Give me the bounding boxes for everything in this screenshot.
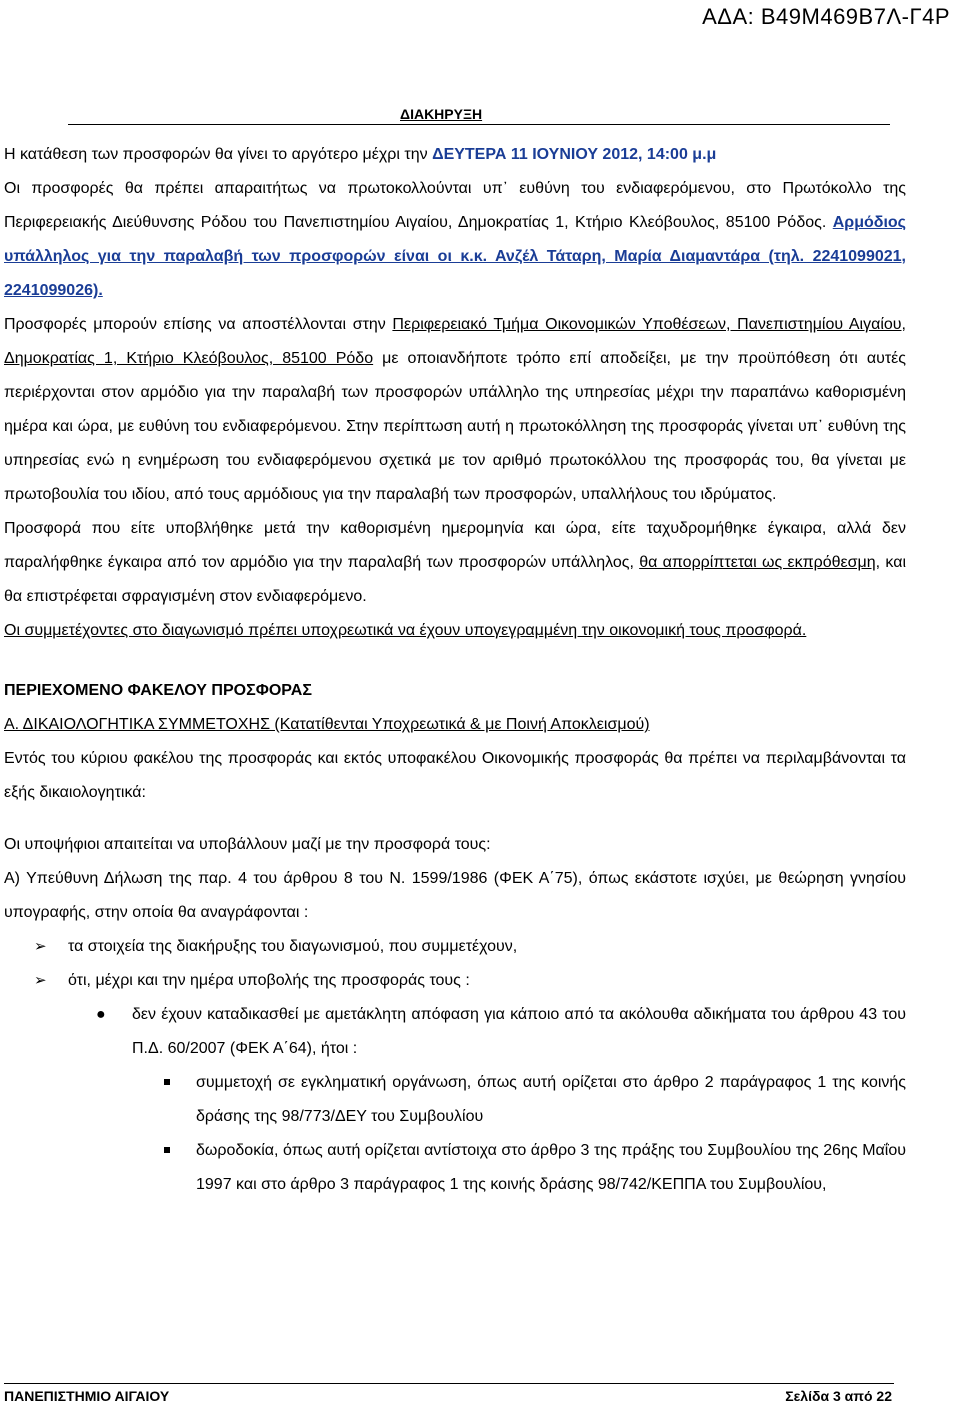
signature-requirement: Οι συμμετέχοντες στο διαγωνισμό πρέπει υποχρεωτικά να έχουν υπογεγραμμένη την οικονομική τους προσφορά. xyxy=(4,622,807,639)
header-divider xyxy=(68,124,890,125)
ada-code: ΑΔΑ: Β49Μ469Β7Λ-Γ4Ρ xyxy=(702,4,950,29)
protocol-paragraph: Οι προσφορές θα πρέπει απαραιτήτως να πρωτοκολλούνται υπ᾽ ευθύνη του ενδιαφερόμενου, στο Πρωτόκολλο της Περιφερειακής Διεύθυνσης Ρόδου του Πανεπιστημίου Αιγαίου, Δημοκρατίας 1, Κτήριο Κλεόβουλος, 85100 Ρόδος. Αρμόδιος υπάλληλος για την παραλαβή των προσφορών είναι οι κ.κ. Ανζέλ Τάταρη, Μαρία Διαμαντάρα (τηλ. 2241099021, 2241099026). xyxy=(4,180,906,299)
solemn-declaration-item: Α) Υπεύθυνη Δήλωση της παρ. 4 του άρθρου 8 του Ν. 1599/1986 (ΦΕΚ Α΄75), όπως εκάστοτε ισχύει, με θεώρηση γνησίου υπογραφής, στην οποία θα αναγράφονται : xyxy=(4,870,906,921)
list-item: ● δεν έχουν καταδικασθεί με αμετάκλητη απόφαση για κάποιο από τα ακόλουθα αδικήματα του άρθρου 43 του Π.Δ. 60/2007 (ΦΕΚ Α΄64), ήτοι : συμμετοχή σε εγκληματική οργάνωση, όπως αυτή ορίζεται στο άρθρο 2 παράγραφος 1 της κοινής δράσης της 98/773/ΔΕΥ του Συμβουλίου δωροδοκία, όπως αυτή ορίζεται αντίστοιχα στο άρθρο 3 της πράξης του Συμβουλίου της 26ης Μαΐου 1997 και στο άρθρο 3 παράγραφος 1 της κοινής δράσης 98/742/ΚΕΠΠΑ του Συμβουλίου, xyxy=(4,998,906,1202)
square-bullet-icon xyxy=(164,1147,170,1153)
late-offer-paragraph: Προσφορά που είτε υποβλήθηκε μετά την καθορισμένη ημερομηνία και ώρα, είτε ταχυδρομήθηκε έγκαιρα, αλλά δεν παραλήφθηκε έγκαιρα από τον αρμόδιο για την παραλαβή των προσφορών υπάλληλος, θα απορρίπτεται ως εκπρόθεσμη, και θα επιστρέφεται σφραγισμένη στον ενδιαφερόμενο. xyxy=(4,520,907,605)
envelope-contents-heading: ΠΕΡΙΕΧΟΜΕΝΟ ΦΑΚΕΛΟΥ ΠΡΟΣΦΟΡΑΣ xyxy=(4,682,312,699)
list-item: δωροδοκία, όπως αυτή ορίζεται αντίστοιχα στο άρθρο 3 της πράξης του Συμβουλίου της 26ης Μαΐου 1997 και στο άρθρο 3 παράγραφος 1 της κοινής δράσης 98/742/ΚΕΠΠΑ του Συμβουλίου, xyxy=(4,1134,906,1202)
candidates-requirement: Οι υποψήφιοι απαιτείται να υποβάλλουν μαζί με την προσφορά τους: xyxy=(4,836,491,853)
list-item: συμμετοχή σε εγκληματική οργάνωση, όπως αυτή ορίζεται στο άρθρο 2 παράγραφος 1 της κοινής δράσης της 98/773/ΔΕΥ του Συμβουλίου xyxy=(4,1066,906,1134)
square-bullet-icon xyxy=(164,1079,170,1085)
dot-bullet-icon: ● xyxy=(96,1006,106,1023)
mail-submission-paragraph: Προσφορές μπορούν επίσης να αποστέλλονται στην Περιφερειακό Τμήμα Οικονομικών Υποθέσεων, Πανεπιστημίου Αιγαίου, Δημοκρατίας 1, Κτήριο Κλεόβουλος, 85100 Ρόδο με οποιανδήποτε τρόπο επί αποδείξει, με την προϋπόθεση ότι αυτές περιέρχονται στον αρμόδιο για την παραλαβή των προσφορών υπάλληλο της υπηρεσίας μέχρι την παραπάνω καθορισμένη ημέρα και ώρα, με ευθύνη του ενδιαφερόμενου. Στην περίπτωση αυτή η πρωτοκόλληση της προσφοράς γίνεται υπ᾽ ευθύνη της υπηρεσίας ενώ η ενημέρωση του ενδιαφερόμενου σχετικά με τον αριθμό πρωτοκόλλου της προσφοράς του, θα γίνεται με πρωτοβουλία του ιδίου, από τους αρμόδιους για την παραλαβή των προσφορών, υπαλλήλους του ιδρύματος. xyxy=(4,316,907,503)
deadline-date: ΔΕΥΤΕΡΑ 11 ΙΟΥΝΙΟΥ 2012, 14:00 μ.μ xyxy=(432,146,717,163)
mail-address: Περιφερειακό Τμήμα Οικονομικών Υποθέσεων, Πανεπιστημίου Αιγαίου, Δημοκρατίας 1, Κτήριο Κλεόβουλος, 85100 Ρόδο xyxy=(4,316,906,367)
offence-list xyxy=(4,1066,906,1202)
footer-divider xyxy=(4,1383,894,1384)
arrow-bullet-icon: ➢ xyxy=(34,972,47,989)
footer-university: ΠΑΝΕΠΙΣΤΗΜΙΟ ΑΙΓΑΙΟΥ xyxy=(4,1388,170,1404)
submission-deadline-paragraph: Η κατάθεση των προσφορών θα γίνει το αργότερο μέχρι την ΔΕΥΤΕΡΑ 11 ΙΟΥΝΙΟΥ 2012, 14:00 μ.μ xyxy=(4,146,717,163)
contact-persons: Αρμόδιος υπάλληλος για την παραλαβή των προσφορών είναι οι κ.κ. Ανζέλ Τάταρη, Μαρία Διαμαντάρα (τηλ. 2241099021, 2241099026). xyxy=(4,214,906,299)
conviction-list xyxy=(4,998,906,1202)
page-number: Σελίδα 3 από 22 xyxy=(785,1388,892,1404)
participation-documents-subheading: Α. ΔΙΚΑΙΟΛΟΓΗΤΙΚΑ ΣΥΜΜΕΤΟΧΗΣ (Κατατίθενται Υποχρεωτικά & με Ποινή Αποκλεισμού) xyxy=(4,716,650,733)
rejection-note: θα απορρίπτεται ως εκπρόθεσμη xyxy=(639,554,876,571)
documents-intro: Εντός του κύριου φακέλου της προσφοράς και εκτός υποφακέλου Οικονομικής προσφοράς θα πρέπει να περιλαμβάνονται τα εξής δικαιολογητικά: xyxy=(4,750,906,801)
list-item: ➢ τα στοιχεία της διακήρυξης του διαγωνισμού, που συμμετέχουν, xyxy=(4,930,906,964)
section-title: ΔΙΑΚΗΡΥΞΗ xyxy=(400,106,483,122)
arrow-bullet-icon: ➢ xyxy=(34,938,47,955)
declaration-list xyxy=(4,930,906,1202)
document-body xyxy=(4,138,906,1202)
list-item: ➢ ότι, μέχρι και την ημέρα υποβολής της προσφοράς τους : ● δεν έχουν καταδικασθεί με αμετάκλητη απόφαση για κάποιο από τα ακόλουθα αδικήματα του άρθρου 43 του Π.Δ. 60/2007 (ΦΕΚ Α΄64), ήτοι : συμμετοχή σε εγκληματική οργάνωση, όπως αυτή ορίζεται στο άρθρο 2 παράγραφος 1 της κοινής δράσης της 98/773/ΔΕΥ του Συμβουλίου δωροδοκία, όπως αυτή ορίζεται αντίστοιχα στο άρθρο 3 της πράξης του Συμβουλίου της 26ης Μαΐου 1997 και στο άρθρο 3 παράγραφος 1 της κοινής δράσης 98/742/ΚΕΠΠΑ του Συμβουλίου, xyxy=(4,964,906,1202)
